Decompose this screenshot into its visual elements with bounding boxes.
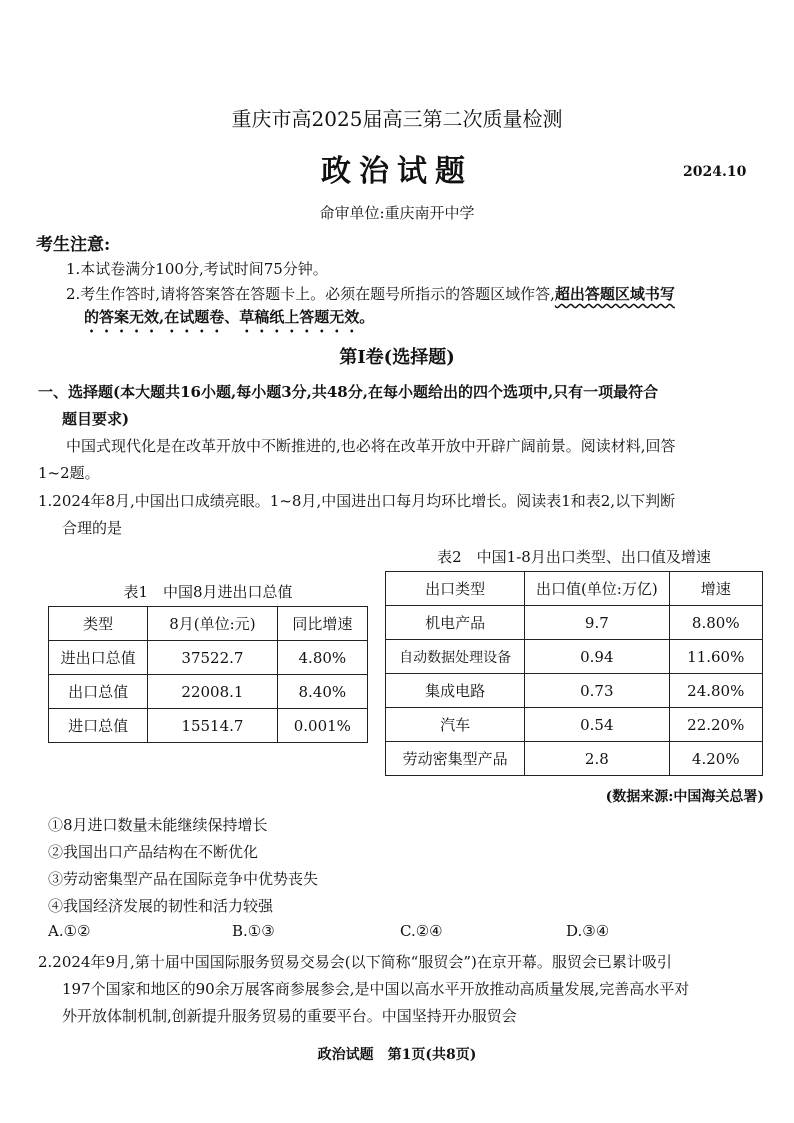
table-cell: 4.80%	[277, 641, 367, 675]
table-cell: 11.60%	[669, 640, 762, 674]
table-1	[48, 606, 368, 743]
table-row	[386, 606, 763, 640]
section-heading-line1: 一、选择题(本大题共16小题,每小题3分,共48分,在每小题给出的四个选项中,只有一项最符合	[38, 383, 659, 401]
table-cell: 0.94	[525, 640, 669, 674]
table-cell: 劳动密集型产品	[386, 742, 525, 776]
table-row	[49, 709, 368, 743]
table-cell: 自动数据处理设备	[386, 640, 525, 674]
exam-subtitle: 重庆市高2025届高三第二次质量检测	[231, 107, 563, 131]
exam-date: 2024.10	[683, 164, 747, 180]
data-source-note: (数据来源:中国海关总署)	[605, 789, 764, 805]
option-b: B.①③	[232, 922, 275, 940]
table-1-header-cell: 同比增速	[277, 607, 367, 641]
question-2-stem-line1: 2.2024年9月,第十届中国国际服务贸易交易会(以下简称“服贸会”)在京开幕。服贸会已累计吸引	[38, 953, 672, 971]
table-cell: 22008.1	[148, 675, 278, 709]
table-row	[49, 675, 368, 709]
table-cell: 15514.7	[148, 709, 278, 743]
table-row	[386, 674, 763, 708]
table-cell: 4.20%	[669, 742, 762, 776]
table-cell: 进出口总值	[49, 641, 148, 675]
section-heading-line2: 题目要求)	[62, 410, 130, 428]
question-2-stem-line3: 外开放体制机制,创新提升服务贸易的重要平台。中国坚持开办服贸会	[62, 1007, 517, 1025]
statement-3: ③劳动密集型产品在国际竞争中优势丧失	[48, 870, 319, 888]
table-1-header-cell: 类型	[49, 607, 148, 641]
notice-item-1: 1.本试卷满分100分,考试时间75分钟。	[66, 260, 328, 278]
table-cell: 2.8	[525, 742, 669, 776]
table-cell: 集成电路	[386, 674, 525, 708]
option-d: D.③④	[566, 922, 610, 940]
page-footer: 政治试题 第1页(共8页)	[317, 1047, 477, 1063]
table-row	[49, 641, 368, 675]
statement-4: ④我国经济发展的韧性和活力较强	[48, 897, 274, 915]
table-1-header-row	[49, 607, 368, 641]
table-cell: 0.54	[525, 708, 669, 742]
table-cell: 24.80%	[669, 674, 762, 708]
notice-item-2-emphasis: 超出答题区域书写	[554, 285, 675, 303]
table-cell: 37522.7	[148, 641, 278, 675]
table-cell: 8.40%	[277, 675, 367, 709]
table-1-caption: 表1 中国8月进出口总值	[123, 583, 293, 601]
table-cell: 0.73	[525, 674, 669, 708]
material-intro-line1: 中国式现代化是在改革开放中不断推进的,也必将在改革开放中开辟广阔前景。阅读材料,回答	[66, 437, 676, 455]
statement-1: ①8月进口数量未能继续保持增长	[48, 816, 268, 834]
option-a: A.①②	[48, 922, 91, 940]
exam-title: 政治试题	[321, 154, 473, 189]
table-cell: 机电产品	[386, 606, 525, 640]
table-cell: 汽车	[386, 708, 525, 742]
table-row	[386, 640, 763, 674]
table-2	[385, 571, 763, 776]
table-cell: 出口总值	[49, 675, 148, 709]
notice-item-2-text: 2.考生作答时,请将答案答在答题卡上。必须在题号所指示的答题区域作答,	[66, 285, 555, 303]
table-2-header-row	[386, 572, 763, 606]
option-c: C.②④	[400, 922, 443, 940]
table-cell: 9.7	[525, 606, 669, 640]
notice-heading: 考生注意:	[36, 235, 111, 255]
table-cell: 22.20%	[669, 708, 762, 742]
question-2-stem-line2: 197个国家和地区的90余万展客商参展参会,是中国以高水平开放推动高质量发展,完善高水平对	[62, 980, 690, 998]
table-cell: 进口总值	[49, 709, 148, 743]
setter-unit: 命审单位:重庆南开中学	[319, 204, 475, 222]
table-2-header-cell: 出口类型	[386, 572, 525, 606]
table-2-caption: 表2 中国1-8月出口类型、出口值及增速	[437, 548, 711, 566]
table-2-header-cell: 增速	[669, 572, 762, 606]
volume-title: 第Ⅰ卷(选择题)	[339, 347, 455, 368]
table-row	[386, 742, 763, 776]
question-1-stem-line1: 1.2024年8月,中国出口成绩亮眼。1~8月,中国进出口每月均环比增长。阅读表1和表2,以下判断	[38, 492, 676, 510]
notice-item-2	[66, 283, 675, 304]
statement-2: ②我国出口产品结构在不断优化	[48, 843, 259, 861]
table-2-header-cell: 出口值(单位:万亿)	[525, 572, 669, 606]
table-1-header-cell: 8月(单位:元)	[148, 607, 278, 641]
question-1-stem-line2: 合理的是	[62, 519, 123, 537]
table-cell: 0.001%	[277, 709, 367, 743]
table-row	[386, 708, 763, 742]
material-intro-line2: 1~2题。	[38, 464, 100, 482]
table-cell: 8.80%	[669, 606, 762, 640]
notice-item-2-line2: 的答案无效,在试题卷、草稿纸上答题无效。	[84, 308, 375, 326]
